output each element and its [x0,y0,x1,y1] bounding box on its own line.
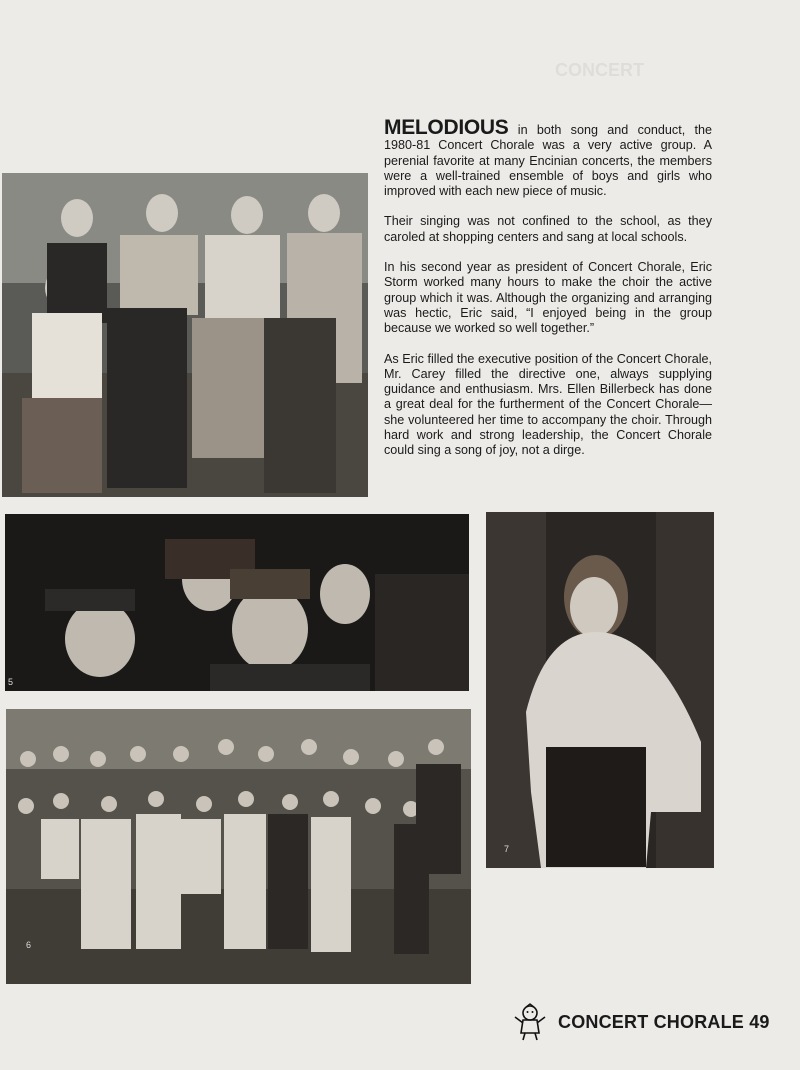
paragraph-1 [384,116,712,199]
paragraph-1-text: in both song and conduct, the 1980-81 Concert Chorale was a very active group. A perenial favorite at many Encinian concerts, the members were a well-trained ensemble of boys and girls who improved with each new piece of music. [384,123,712,199]
paragraph-3: In his second year as president of Concert Chorale, Eric Storm worked many hours to make the choir the active group which it was. Although the organizing and arranging was hectic, Eric said, “I enjoyed being in the group because we worked so well together.” [384,260,712,336]
girl-in-jacket-photo [486,512,714,868]
article-text [384,116,712,474]
full-chorale-group-photo [6,709,471,984]
lead-word: MELODIOUS [384,116,509,139]
photo-number-6: 6 [26,940,32,950]
photo-number-7: 7 [504,844,510,854]
mascot-icon [512,1003,548,1041]
chorale-officers-photo [2,173,368,497]
paragraph-4: As Eric filled the executive position of the Concert Chorale, Mr. Carey filled the directive one, always supplying guidance and enthusiasm. Mrs. Ellen Billerbeck has done a great deal for the furtherment of the Concert Chorale—she volunteered her time to accompany the choir. Through hard work and strong leadership, the Concert Chorale could sing a song of joy, not a dirge. [384,351,712,458]
footer-section: CONCERT CHORALE [558,1011,744,1032]
singers-closeup-photo [5,514,469,691]
photo-number-5: 5 [8,677,14,687]
footer-title [558,1012,770,1033]
bleed-through-text: CONCERT [555,60,644,80]
paragraph-2: Their singing was not confined to the school, as they caroled at shopping centers and sang at local schools. [384,214,712,244]
page-footer [512,1002,770,1042]
page-number: 49 [749,1011,770,1032]
